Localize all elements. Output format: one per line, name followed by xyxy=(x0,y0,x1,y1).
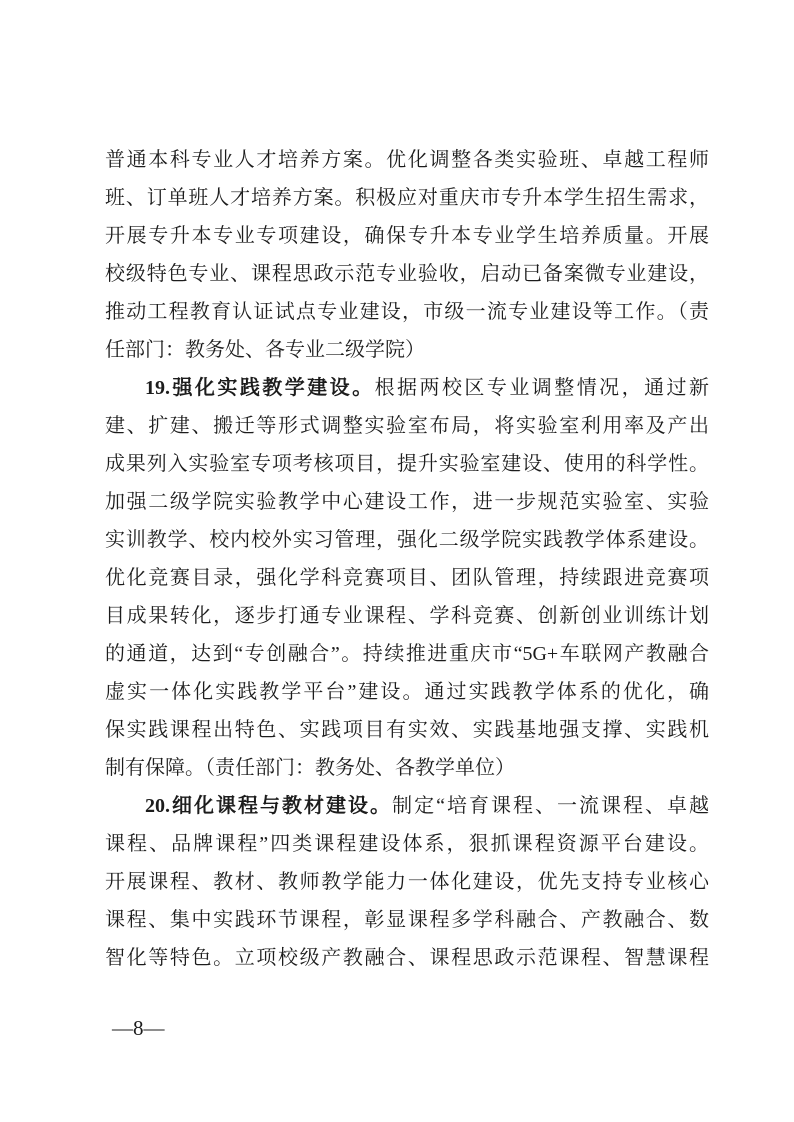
text-line xyxy=(105,749,709,787)
text-line xyxy=(105,787,709,825)
text-line xyxy=(105,901,709,939)
text-run: 智化等特色。立项校级产教融合、课程思政示范课程、智慧课程 xyxy=(105,947,709,969)
text-run: 开展课程、教材、教师教学能力一体化建设，优先支持专业核心 xyxy=(105,871,709,893)
text-line xyxy=(105,217,709,255)
text-run: 成果列入实验室专项考核项目，提升实验室建设、使用的科学性。 xyxy=(105,453,709,475)
text-run: 课程、品牌课程”四类课程建设体系，狠抓课程资源平台建设。 xyxy=(105,833,709,855)
paragraph-20 xyxy=(105,787,709,977)
text-line xyxy=(105,141,709,179)
text-run: 推动工程教育认证试点专业建设，市级一流专业建设等工作。 xyxy=(105,301,678,323)
text-line xyxy=(105,483,709,521)
text-line xyxy=(105,711,709,749)
text-run: 建、扩建、搬迁等形式调整实验室布局，将实验室利用率及产出 xyxy=(105,415,709,437)
text-line xyxy=(105,635,709,673)
text-run: 目成果转化，逐步打通专业课程、学科竞赛、创新创业训练计划 xyxy=(105,605,709,627)
text-run: 课程、集中实践环节课程，彰显课程多学科融合、产教融合、数 xyxy=(105,909,709,931)
text-run: 加强二级学院实验教学中心建设工作，进一步规范实验室、实验 xyxy=(105,491,709,513)
paragraph-heading: 20.细化课程与教材建设。 xyxy=(145,795,393,817)
text-line xyxy=(105,521,709,559)
page-number: —8— xyxy=(112,1016,165,1040)
text-line xyxy=(105,369,709,407)
text-run: 实训教学、校内校外实习管理，强化二级学院实践教学体系建设。 xyxy=(105,529,709,551)
text-line xyxy=(105,179,709,217)
text-line xyxy=(105,863,709,901)
text-line xyxy=(105,293,709,331)
text-run: 制有保障。 xyxy=(105,757,205,779)
text-run: 的通道，达到“专创融合”。持续推进重庆市“5G+车联网产教融合 xyxy=(105,643,709,665)
text-run: 根据两校区专业调整情况，通过新 xyxy=(374,377,710,399)
text-run: 保实践课程出特色、实践项目有实效、实践基地强支撑、实践机 xyxy=(105,719,709,741)
text-line xyxy=(105,825,709,863)
document-body xyxy=(105,141,709,977)
responsibility-note: 任部门：教务处、各专业二级学院） xyxy=(105,339,425,361)
text-run: 班、订单班人才培养方案。积极应对重庆市专升本学生招生需求， xyxy=(105,187,709,209)
text-run: 制定“培育课程、一流课程、卓越 xyxy=(392,795,710,817)
responsibility-note: （责任部门：教务处、各教学单位） xyxy=(205,757,515,779)
text-line xyxy=(105,673,709,711)
text-line xyxy=(105,331,709,369)
text-line xyxy=(105,445,709,483)
paragraph-19 xyxy=(105,369,709,787)
text-line xyxy=(105,597,709,635)
text-line xyxy=(105,559,709,597)
text-line xyxy=(105,255,709,293)
text-run: 开展专升本专业专项建设，确保专升本专业学生培养质量。开展 xyxy=(105,225,709,247)
text-line xyxy=(105,939,709,977)
text-run: 虚实一体化实践教学平台”建设。通过实践教学体系的优化，确 xyxy=(105,681,709,703)
responsibility-note: （责 xyxy=(677,301,710,323)
text-line xyxy=(105,407,709,445)
text-run: 优化竞赛目录，强化学科竞赛项目、团队管理，持续跟进竞赛项 xyxy=(105,567,709,589)
text-run: 校级特色专业、课程思政示范专业验收，启动已备案微专业建设， xyxy=(105,263,709,285)
text-run: 普通本科专业人才培养方案。优化调整各类实验班、卓越工程师 xyxy=(105,149,709,171)
paragraph-continuation xyxy=(105,141,709,369)
paragraph-heading: 19.强化实践教学建设。 xyxy=(145,377,375,399)
